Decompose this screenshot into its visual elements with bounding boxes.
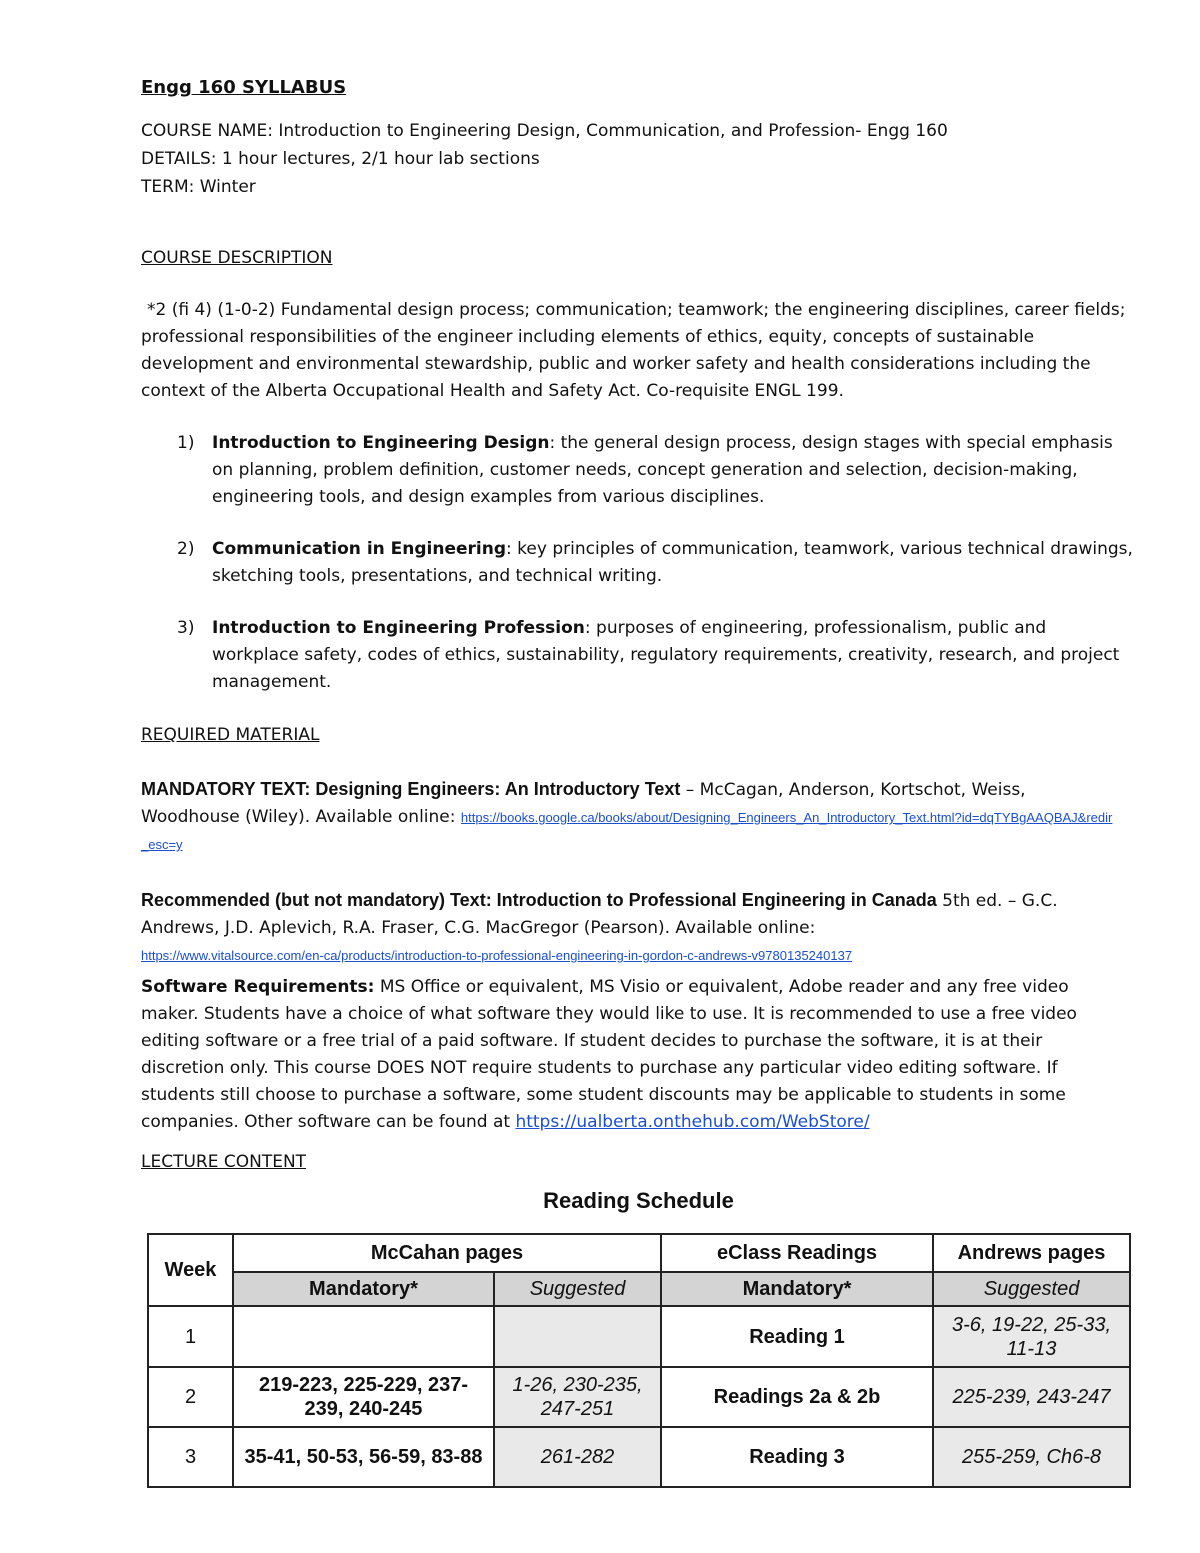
mccahan-mandatory-cell: 35-41, 50-53, 56-59, 83-88 [233,1427,494,1487]
mandatory-text-label: MANDATORY TEXT: Designing Engineers: An Introductory Text [141,779,681,799]
course-name-value: Introduction to Engineering Design, Communication, and Profession- Engg 160 [272,121,948,141]
week-cell: 3 [148,1427,233,1487]
eclass-header: eClass Readings [661,1234,933,1272]
list-number: 2) [177,539,195,559]
software-requirements-label: Software Requirements: [141,977,375,997]
eclass-cell: Reading 1 [661,1306,933,1367]
reading-schedule-table [147,1233,1131,1488]
recommended-text-block [141,887,1141,969]
list-number: 3) [177,618,195,638]
andrews-cell: 3-6, 19-22, 25-33, 11-13 [933,1306,1130,1367]
mccahan-mandatory-cell: 219-223, 225-229, 237-239, 240-245 [233,1367,494,1427]
recommended-text-label: Recommended (but not mandatory) Text: Introduction to Professional Engineering in Canada [141,890,937,910]
table-row [148,1367,1130,1427]
webstore-link[interactable]: https://ualberta.onthehub.com/WebStore/ [515,1112,870,1132]
eclass-mandatory-header: Mandatory* [661,1272,933,1306]
andrews-suggested-header: Suggested [933,1272,1130,1306]
mccahan-suggested-cell [494,1306,661,1367]
details-line [141,146,540,173]
list-item-title: Introduction to Engineering Design [212,433,550,453]
list-item-text: : the general design process, design stages with special emphasis on planning, problem definition, customer needs, concept generation and selection, decision-making, engineering tools, and design examples from various disciplines. [212,433,1113,507]
details-label: DETAILS: [141,149,217,169]
mccahan-mandatory-header: Mandatory* [233,1272,494,1306]
mccahan-suggested-cell: 261-282 [494,1427,661,1487]
list-item-text: : key principles of communication, teamwork, various technical drawings, sketching tools, presentations, and technical writing. [212,539,1133,586]
required-material-heading: REQUIRED MATERIAL [141,725,320,745]
reading-schedule-title: Reading Schedule [543,1188,734,1213]
details-value: 1 hour lectures, 2/1 hour lab sections [216,149,540,169]
term-label: TERM: [141,177,195,197]
table-subheader-row [148,1272,1130,1306]
course-name-label: COURSE NAME: [141,121,273,141]
term-value: Winter [194,177,256,197]
recommended-text-link[interactable]: https://www.vitalsource.com/en-ca/products/introduction-to-professional-engineering-in-gordon-c-andrews-v9780135240137 [141,948,853,963]
document-title: Engg 160 SYLLABUS [141,77,347,98]
term-line [141,174,256,201]
list-item-title: Communication in Engineering [212,539,507,559]
recommended-text-desc: 5th ed. – G.C. Andrews, J.D. Aplevich, R.A. Fraser, C.G. MacGregor (Pearson). Available online: [141,891,1058,938]
course-name-line [141,118,948,145]
list-number: 1) [177,433,195,453]
week-cell: 1 [148,1306,233,1367]
mandatory-text-block [141,776,1116,858]
course-description-heading: COURSE DESCRIPTION [141,248,333,268]
list-item [141,536,1136,590]
week-cell: 2 [148,1367,233,1427]
table-row [148,1306,1130,1367]
lecture-content-heading: LECTURE CONTENT [141,1152,307,1172]
mandatory-text-link[interactable]: https://books.google.ca/books/about/Designing_Engineers_An_Introductory_Text.html?id=dqTYBgAAQBAJ&redir_esc=y [141,810,1113,852]
software-requirements-block [141,974,1116,1136]
list-item-text: : purposes of engineering, professionalism, public and workplace safety, codes of ethics, sustainability, regulatory requirements, creativity, research, and project management. [212,618,1120,692]
eclass-cell: Readings 2a & 2b [661,1367,933,1427]
table-row [148,1427,1130,1487]
list-item [141,430,1136,510]
andrews-cell: 255-259, Ch6-8 [933,1427,1130,1487]
software-requirements-text: MS Office or equivalent, MS Visio or equivalent, Adobe reader and any free video maker. Students have a choice of what software they would like to use. It is recommended to use a free video editing software or a free trial of a paid software. If student decides to purchase the software, it is at their discretion only. This course DOES NOT require students to purchase any particular video editing software. If students still choose to purchase a software, some student discounts may be applicable to students in some companies. Other software can be found at [141,977,1077,1132]
eclass-cell: Reading 3 [661,1427,933,1487]
course-description-paragraph: *2 (fi 4) (1-0-2) Fundamental design process; communication; teamwork; the engineering disciplines, career fields; professional responsibilities of the engineer including elements of ethics, equity, concepts of sustainable development and environmental stewardship, public and worker safety and health considerations including the context of the Alberta Occupational Health and Safety Act. Co-requisite ENGL 199. [141,300,1126,401]
mccahan-suggested-header: Suggested [494,1272,661,1306]
mccahan-mandatory-cell [233,1306,494,1367]
week-header: Week [148,1234,233,1306]
andrews-cell: 225-239, 243-247 [933,1367,1130,1427]
list-item-title: Introduction to Engineering Profession [212,618,585,638]
mandatory-text-desc: – McCagan, Anderson, Kortschot, Weiss, Woodhouse (Wiley). Available online: [141,780,1026,827]
list-item [141,615,1136,695]
mccahan-header: McCahan pages [233,1234,661,1272]
andrews-header: Andrews pages [933,1234,1130,1272]
table-header-row [148,1234,1130,1272]
mccahan-suggested-cell: 1-26, 230-235, 247-251 [494,1367,661,1427]
